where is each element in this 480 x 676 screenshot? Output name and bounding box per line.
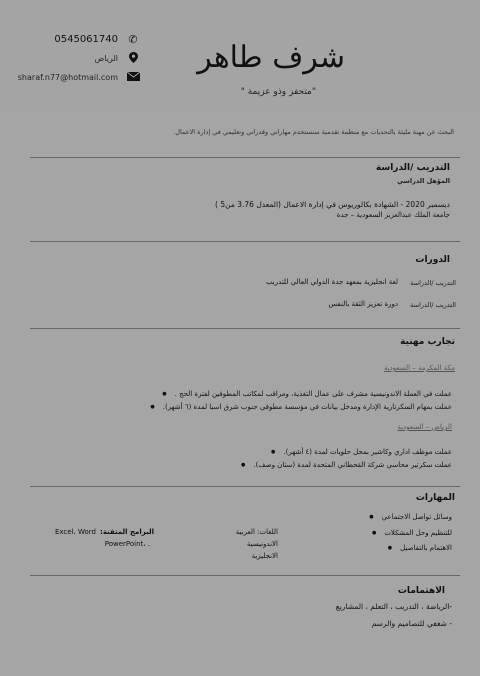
education-subtitle: المؤهل الدراسي [396,177,450,185]
courses-title: الدورات [415,255,450,265]
email[interactable]: sharaf.n77@hotmail.com [17,73,118,82]
experience-item: عملت في العملة الاندونيسية مشرف على عمال التغذية، ومراقب لمكاتب المطوفين لفترة الحج . ● [130,390,452,398]
language-item: الاندونيسية [246,540,278,548]
header [0,0,480,116]
city: الرياض [94,54,118,63]
skill-item: الاهتمام بالتفاصيل ● [320,544,452,552]
interests-title: الاهتمامات [397,586,445,596]
envelope-icon [126,71,140,84]
education-title: التدريب /الدراسة [375,163,450,173]
course-label: التدريب /الدراسة [410,279,456,287]
divider [30,328,460,329]
divider [30,241,460,242]
skill-item: وسائل تواصل الاجتماعي ● [320,513,452,521]
experience-item: عملت موظف اداري وكاشير بمحل حلويات لمدة (٤ أشهر). ● [200,448,452,456]
software-list: Excel، Word [54,528,96,536]
education-degree: ديسمبر 2020 - الشهادة بكالوريوس في إدارة الاعمال (المعدل 3.76 من5 ) [215,200,450,209]
objective: البحث عن مهنة مليئة بالتحديات مع منظمة تقدمية سنستخدم مهاراتي وقدراتي وتعليمي في إدارة الاعمال. [173,128,454,136]
experience-item: عملت بمهام السكرتارية الإدارة ومدخل بيانات في مؤسسة مطوفي جنوب شرق اسيا لمدة (٦ أشهر). ● [130,403,452,411]
software-label: البرامج المتقنة: [100,528,154,536]
course-text: لغة انجليزية بمعهد جدة الدولي العالي للتدريب [265,278,398,286]
experience-location: مكة المكرمة – السعودية [383,364,455,372]
city-row [30,49,140,68]
interest-item: - شغفي للتصاميم والرسم [371,619,452,628]
course-label: التدريب /الدراسة [410,301,456,309]
experience-title: تجارب مهنية [400,337,455,347]
contact-block [17,30,140,87]
education-university: جامعة الملك عبدالعزيز السعودية – جدة [336,211,450,219]
interest-item: -الرياضة ، التدريب ، التعلم ، المشاريع [335,602,452,611]
skill-item: للتنظيم وحل المشكلات ● [320,529,452,537]
software-list: PowerPoint، . [104,540,150,548]
experience-item: عملت سكرتير محاسي شركة القحطاني المتحدة لمدة (ستان وصف). ● [200,461,452,469]
divider [30,575,460,576]
location-pin-icon [126,52,140,66]
skills-title: المهارات [415,493,455,503]
person-name: شرف طاهر [197,40,345,75]
course-text: دورة تعزيز الثقة بالنفس [328,300,398,308]
phone-icon: ✆ [128,33,138,46]
tagline: "متحفز وذو عزيمة " [240,87,316,97]
experience-location: الرياض – السعودية [397,423,452,431]
divider [30,157,460,158]
language-item: الانجليزية [251,552,278,560]
phone-number: 0545061740 [54,34,118,45]
phone-row [30,30,140,49]
email-row [17,68,140,87]
languages-label: اللغات: العربية [235,528,278,536]
divider [30,486,460,487]
